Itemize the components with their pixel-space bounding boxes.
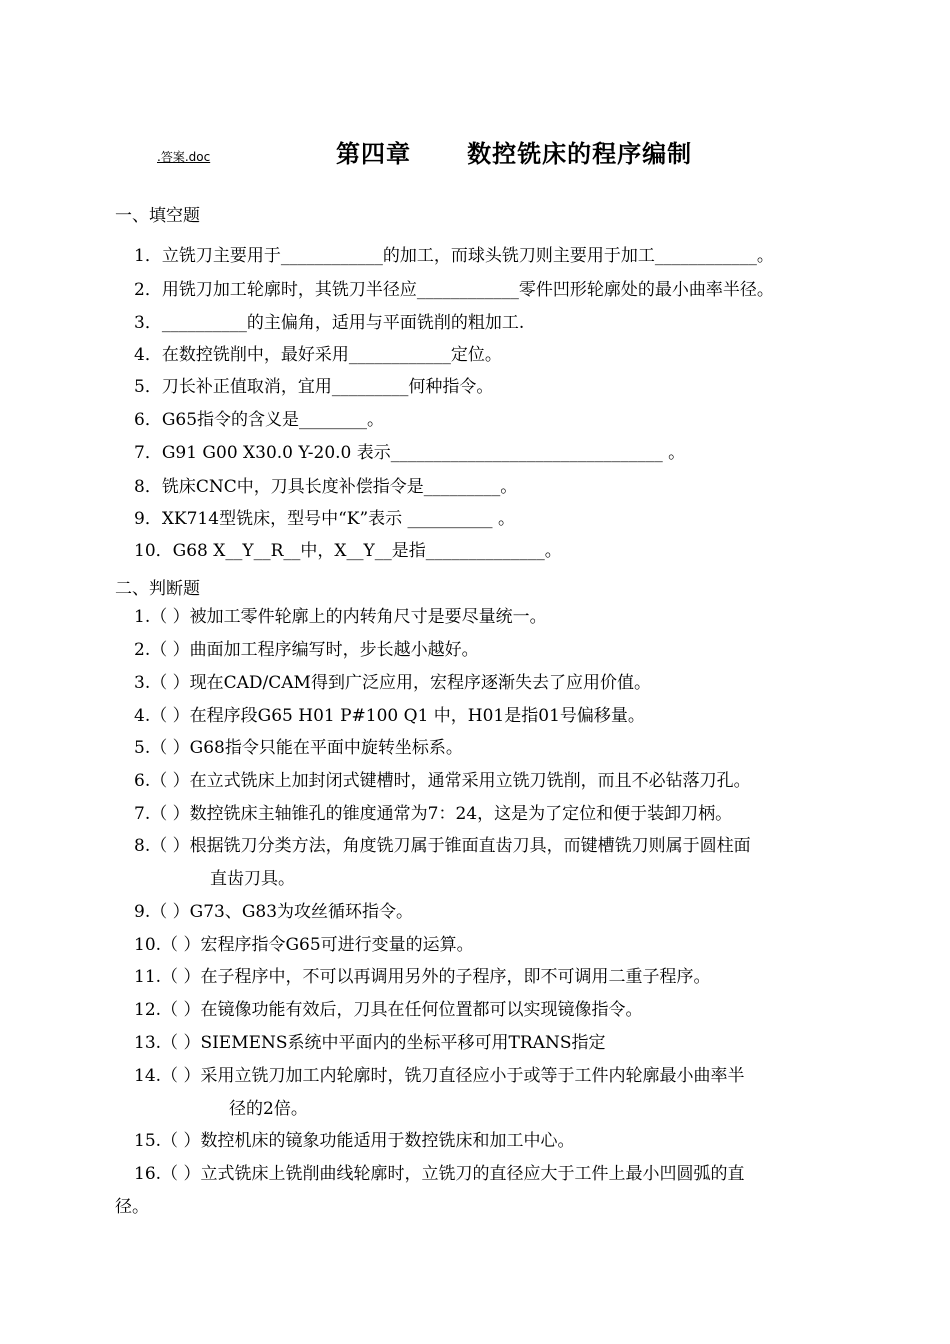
fill-question: 3．__________的主偏角，适用与平面铣削的粗加工. <box>134 313 525 333</box>
fill-question: 4．在数控铣削中，最好采用____________定位。 <box>134 345 502 365</box>
judge-question: 2.（ ）曲面加工程序编写时，步长越小越好。 <box>134 640 479 660</box>
section-heading-judge: 二、判断题 <box>115 579 200 599</box>
judge-question: 10.（ ）宏程序指令G65可进行变量的运算。 <box>134 935 474 955</box>
fill-question: 8．铣床CNC中，刀具长度补偿指令是_________。 <box>134 477 518 497</box>
judge-question: 8.（ ）根据铣刀分类方法，角度铣刀属于锥面直齿刀具，而键槽铣刀则属于圆柱面 <box>134 836 751 856</box>
judge-question: 15.（ ）数控机床的镜象功能适用于数控铣床和加工中心。 <box>134 1131 575 1151</box>
chapter-title: 第四章 数控铣床的程序编制 <box>336 140 693 168</box>
judge-question: 4.（ ）在程序段G65 H01 P#100 Q1 中，H01是指01号偏移量。 <box>134 706 645 726</box>
judge-question: 5.（ ）G68指令只能在平面中旋转坐标系。 <box>134 738 463 758</box>
judge-question: 11.（ ）在子程序中，不可以再调用另外的子程序，即不可调用二重子程序。 <box>134 967 711 987</box>
judge-question: 16.（ ）立式铣床上铣削曲线轮廓时，立铣刀的直径应大于工件上最小凹圆弧的直 <box>134 1164 745 1184</box>
judge-question: 6.（ ）在立式铣床上加封闭式键槽时，通常采用立铣刀铣削，而且不必钻落刀孔。 <box>134 771 751 791</box>
section-heading-fill: 一、填空题 <box>115 206 200 226</box>
fill-question: 10．G68 X__Y__R__中，X__Y__是指______________。 <box>134 541 562 561</box>
judge-question: 12.（ ）在镜像功能有效后，刀具在任何位置都可以实现镜像指令。 <box>134 1000 643 1020</box>
judge-question-continuation: 直齿刀具。 <box>210 869 295 889</box>
judge-question: 3.（ ）现在CAD/CAM得到广泛应用，宏程序逐渐失去了应用价值。 <box>134 673 651 693</box>
fill-question: 7．G91 G00 X30.0 Y-20.0 表示________________________________ 。 <box>134 443 686 463</box>
fill-question: 9．XK714型铣床，型号中“K”表示 __________ 。 <box>134 509 515 529</box>
judge-question: 14.（ ）采用立铣刀加工内轮廓时，铣刀直径应小于或等于工件内轮廓最小曲率半 <box>134 1066 745 1086</box>
fill-question: 2．用铣刀加工轮廓时，其铣刀半径应____________零件凹形轮廓处的最小曲率半径。 <box>134 280 774 300</box>
document-filename: .答案.doc <box>157 150 211 164</box>
judge-question: 7.（ ）数控铣床主轴锥孔的锥度通常为7：24，这是为了定位和便于装卸刀柄。 <box>134 804 733 824</box>
fill-question: 5．刀长补正值取消，宜用_________何种指令。 <box>134 377 494 397</box>
judge-question: 9.（ ）G73、G83为攻丝循环指令。 <box>134 902 414 922</box>
judge-question: 1.（ ）被加工零件轮廓上的内转角尺寸是要尽量统一。 <box>134 607 547 627</box>
judge-question-continuation: 径的2倍。 <box>229 1099 308 1119</box>
judge-question-continuation: 径。 <box>115 1197 149 1217</box>
fill-question: 1．立铣刀主要用于____________的加工，而球头铣刀则主要用于加工____________。 <box>134 246 774 266</box>
fill-question: 6．G65指令的含义是________。 <box>134 410 385 430</box>
judge-question: 13.（ ）SIEMENS系统中平面内的坐标平移可用TRANS指定 <box>134 1033 606 1053</box>
